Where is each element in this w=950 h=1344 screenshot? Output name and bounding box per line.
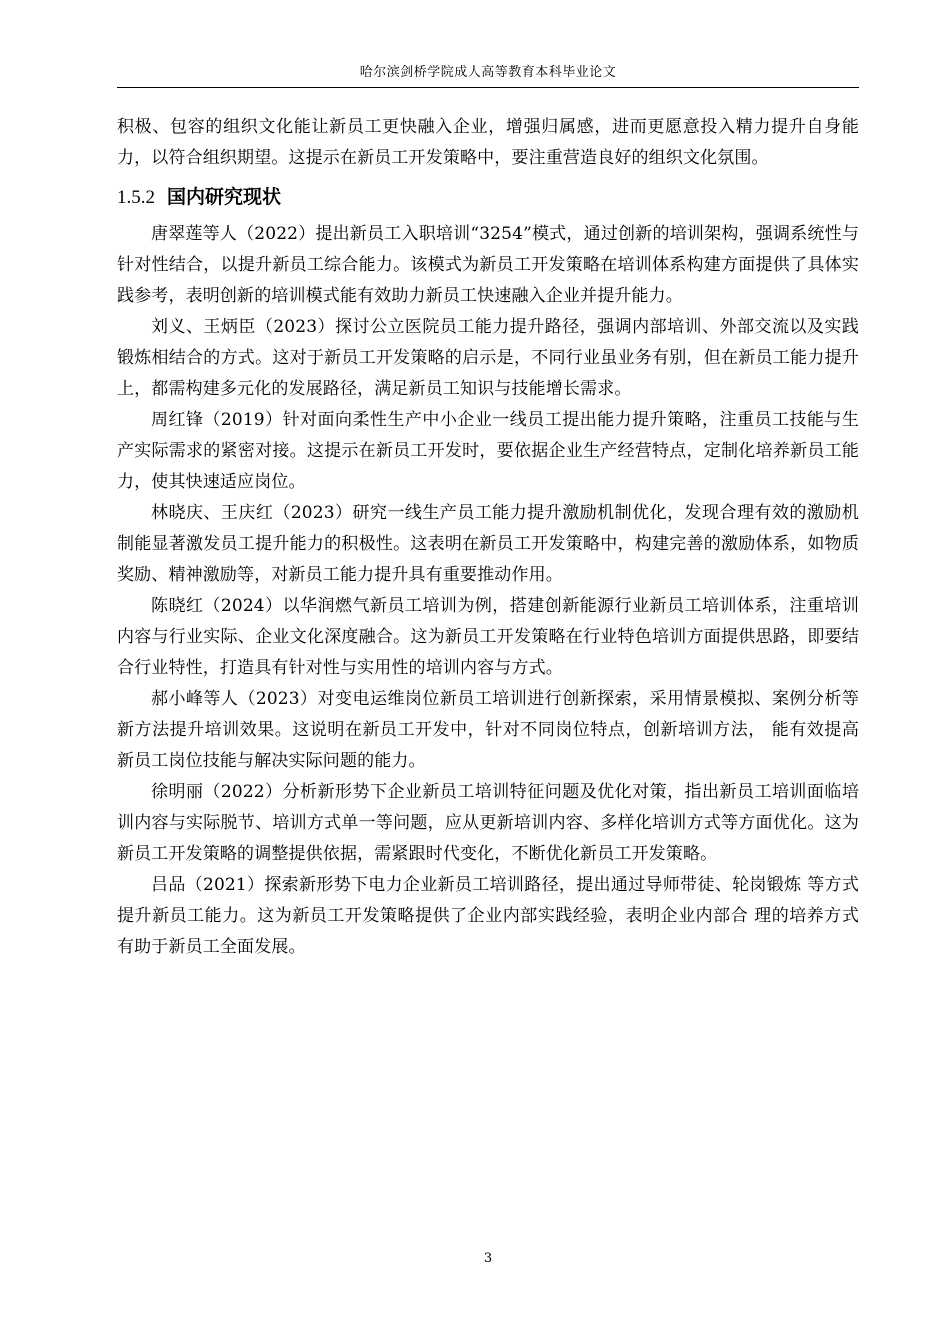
section-heading <box>117 178 859 217</box>
page-number: 3 <box>483 1251 493 1266</box>
paragraph-lin: 林晓庆、王庆红（2023）研究一线生产员工能力提升激励机制优化，发现合理有效的激励机制能显著激发员工提升能力的积极性。这表明在新员工开发策略中，构建完善的激励体系，如物质奖励、精神激励等，对新员工能力提升具有重要推动作用。 <box>117 503 859 585</box>
page-body <box>117 112 859 963</box>
paragraph-tang: 唐翠莲等人（2022）提出新员工入职培训“3254”模式，通过创新的培训架构，强调系统性与针对性结合，以提升新员工综合能力。该模式为新员工开发策略在培训体系构建方面提供了具体实践参考，表明创新的培训模式能有效助力新员工快速融入企业并提升能力。 <box>117 224 859 306</box>
paragraph-zhou: 周红锋（2019）针对面向柔性生产中小企业一线员工提出能力提升策略，注重员工技能与生产实际需求的紧密对接。这提示在新员工开发时，要依据企业生产经营特点，定制化培养新员工能力，使其快速适应岗位。 <box>117 410 859 492</box>
paragraph-hao: 郝小峰等人（2023）对变电运维岗位新员工培训进行创新探索，采用情景模拟、案例分析等新方法提升培训效果。这说明在新员工开发中，针对不同岗位特点，创新培训方法， 能有效提高新员工岗位技能与解决实际问题的能力。 <box>117 689 859 771</box>
section-title: 国内研究现状 <box>167 186 282 208</box>
running-header: 哈尔滨剑桥学院成人高等教育本科毕业论文 <box>359 65 617 80</box>
paragraph-chen: 陈晓红（2024）以华润燃气新员工培训为例，搭建创新能源行业新员工培训体系，注重培训内容与行业实际、企业文化深度融合。这为新员工开发策略在行业特色培训方面提供思路，即要结合行业特性，打造具有针对性与实用性的培训内容与方式。 <box>117 596 859 678</box>
header-divider <box>117 87 859 88</box>
paragraph-lv: 吕品（2021）探索新形势下电力企业新员工培训路径，提出通过导师带徒、轮岗锻炼 等方式提升新员工能力。这为新员工开发策略提供了企业内部实践经验，表明企业内部合 理的培养方式有助于新员工全面发展。 <box>117 875 859 957</box>
intro-paragraph: 积极、包容的组织文化能让新员工更快融入企业，增强归属感，进而更愿意投入精力提升自身能力，以符合组织期望。这提示在新员工开发策略中，要注重营造良好的组织文化氛围。 <box>117 117 859 168</box>
section-number: 1.5.2 <box>117 187 155 208</box>
paragraph-liu: 刘义、王炳臣（2023）探讨公立医院员工能力提升路径，强调内部培训、外部交流以及实践锻炼相结合的方式。这对于新员工开发策略的启示是，不同行业虽业务有别，但在新员工能力提升上，都需构建多元化的发展路径，满足新员工知识与技能增长需求。 <box>117 317 859 399</box>
paragraph-xu: 徐明丽（2022）分析新形势下企业新员工培训特征问题及优化对策，指出新员工培训面临培训内容与实际脱节、培训方式单一等问题，应从更新培训内容、多样化培训方式等方面优化。这为新员工开发策略的调整提供依据，需紧跟时代变化，不断优化新员工开发策略。 <box>117 782 859 864</box>
